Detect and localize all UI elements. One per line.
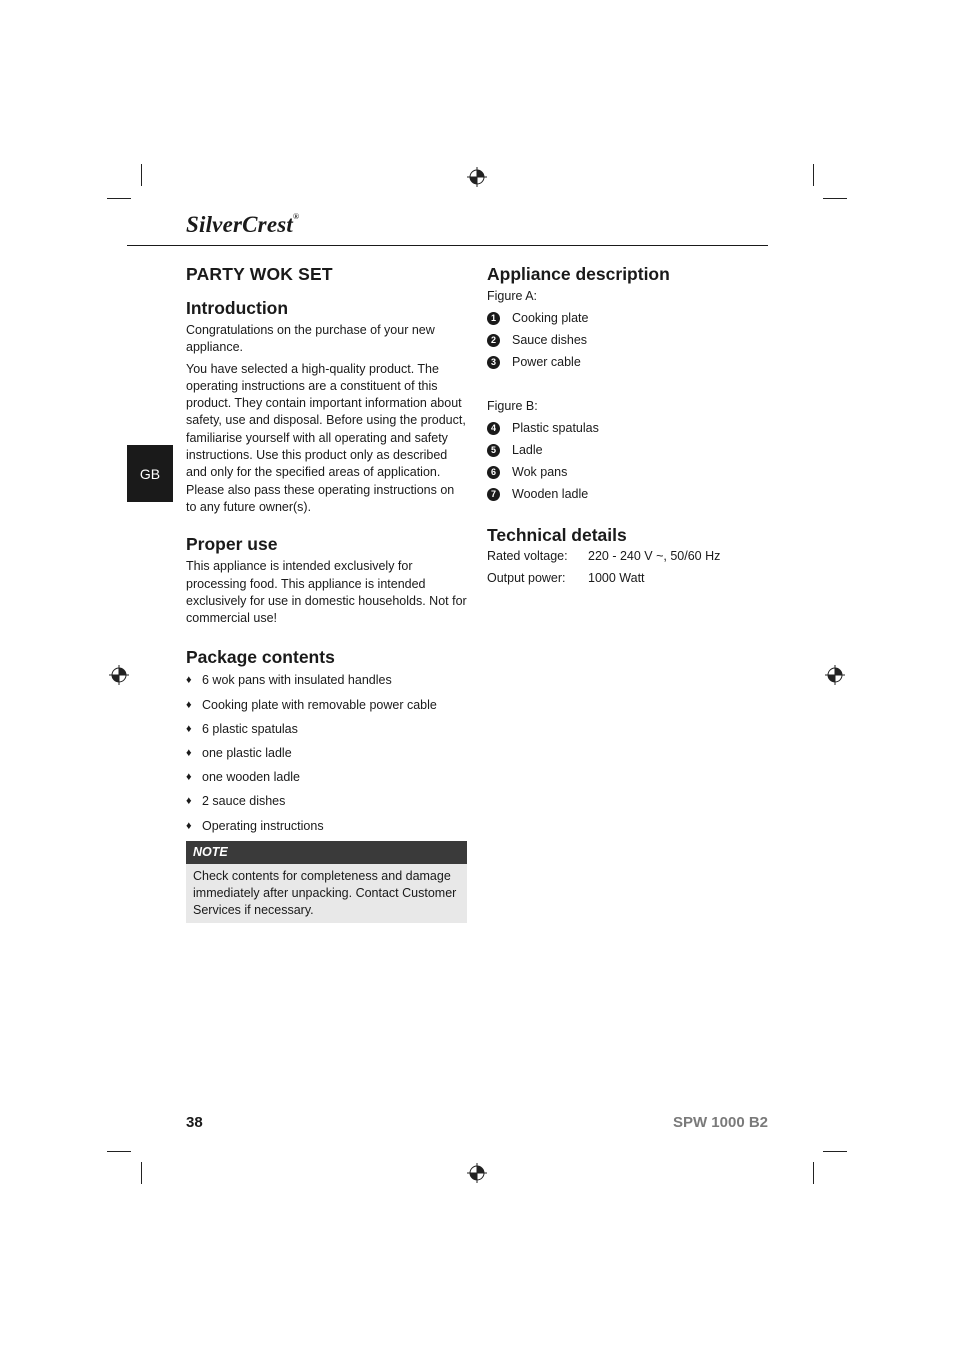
crop-mark	[141, 164, 142, 186]
page-number: 38	[186, 1114, 203, 1131]
note-box	[186, 841, 467, 923]
number-badge: 7	[487, 488, 500, 501]
proper-use-heading: Proper use	[186, 534, 278, 555]
diamond-bullet-icon: ♦	[186, 771, 192, 784]
list-item: 2 Sauce dishes	[487, 332, 769, 354]
figure-b-label: Figure B:	[487, 399, 538, 413]
technical-details-heading: Technical details	[487, 525, 627, 545]
registered-mark: ®	[292, 212, 300, 221]
number-badge: 3	[487, 356, 500, 369]
figure-a-label: Figure A:	[487, 289, 538, 303]
figure-b-list	[487, 420, 769, 508]
brand-logo	[186, 212, 299, 238]
appliance-description-heading: Appliance description	[487, 264, 670, 284]
spec-value: 1000 Watt	[588, 571, 645, 585]
package-contents-heading: Package contents	[186, 647, 335, 668]
figure-a-list	[487, 310, 769, 376]
introduction-paragraph-2: You have selected a high-quality product. The operating instructions are a constituent of this product. They contain important information about safety, use and disposal. Before using the product, familiarise yourself with all operating and safety instructions. Use this product only as described and only for the specified areas of application. Please also pass these operating instructions on to any future owner(s).	[186, 361, 466, 514]
list-item: ♦ Cooking plate with removable power cable	[186, 697, 437, 712]
diamond-bullet-icon: ♦	[186, 674, 192, 687]
model-number: SPW 1000 B2	[672, 1114, 768, 1131]
list-item: 1 Cooking plate	[487, 310, 769, 332]
number-badge: 5	[487, 444, 500, 457]
crop-mark	[107, 1151, 131, 1152]
package-contents-list	[186, 672, 468, 841]
spec-key: Output power:	[487, 571, 566, 585]
table-row	[487, 570, 720, 592]
list-item: ♦ Operating instructions	[186, 818, 324, 833]
introduction-paragraph-1: Congratulations on the purchase of your new appliance.	[186, 323, 435, 355]
language-tab: GB	[127, 445, 173, 502]
left-column	[186, 262, 468, 923]
page-title: PARTY WOK SET	[186, 264, 333, 284]
list-item: ♦ 2 sauce dishes	[186, 794, 286, 809]
crop-mark	[823, 1151, 847, 1152]
list-item: ♦ 6 plastic spatulas	[186, 721, 298, 736]
registration-mark-icon	[467, 167, 487, 187]
right-column	[487, 262, 769, 592]
list-item: 6 Wok pans	[487, 464, 769, 486]
proper-use-paragraph: This appliance is intended exclusively for processing food. This appliance is intended exclusively for use in domestic households. Not for commercial use!	[186, 559, 467, 626]
spec-value: 220 - 240 V ~, 50/60 Hz	[588, 549, 721, 563]
spec-key: Rated voltage:	[487, 549, 568, 563]
crop-mark	[823, 198, 847, 199]
list-item: 4 Plastic spatulas	[487, 420, 769, 442]
diamond-bullet-icon: ♦	[186, 747, 192, 760]
number-badge: 1	[487, 312, 500, 325]
technical-details-table	[487, 548, 720, 592]
crop-mark	[813, 164, 814, 186]
registration-mark-icon	[825, 665, 845, 685]
registration-mark-icon	[109, 665, 129, 685]
note-text: Check contents for completeness and damage immediately after unpacking. Contact Customer Services if necessary.	[193, 868, 457, 918]
list-item: 3 Power cable	[487, 354, 769, 376]
number-badge: 4	[487, 422, 500, 435]
crop-mark	[107, 198, 131, 199]
crop-mark	[141, 1162, 142, 1184]
list-item: 7 Wooden ladle	[487, 486, 769, 508]
table-row	[487, 548, 720, 570]
registration-mark-icon	[467, 1163, 487, 1183]
diamond-bullet-icon: ♦	[186, 698, 192, 711]
note-label: NOTE	[186, 841, 467, 864]
list-item: ♦ one plastic ladle	[186, 746, 292, 761]
brand-logo-text: SilverCrest	[186, 212, 293, 237]
list-item: 5 Ladle	[487, 442, 769, 464]
diamond-bullet-icon: ♦	[186, 795, 192, 808]
introduction-heading: Introduction	[186, 298, 289, 318]
list-item: ♦ one wooden ladle	[186, 770, 300, 785]
header-rule	[127, 245, 768, 246]
number-badge: 2	[487, 334, 500, 347]
diamond-bullet-icon: ♦	[186, 722, 192, 735]
crop-mark	[813, 1162, 814, 1184]
number-badge: 6	[487, 466, 500, 479]
diamond-bullet-icon: ♦	[186, 819, 192, 832]
list-item: ♦ 6 wok pans with insulated handles	[186, 673, 392, 688]
